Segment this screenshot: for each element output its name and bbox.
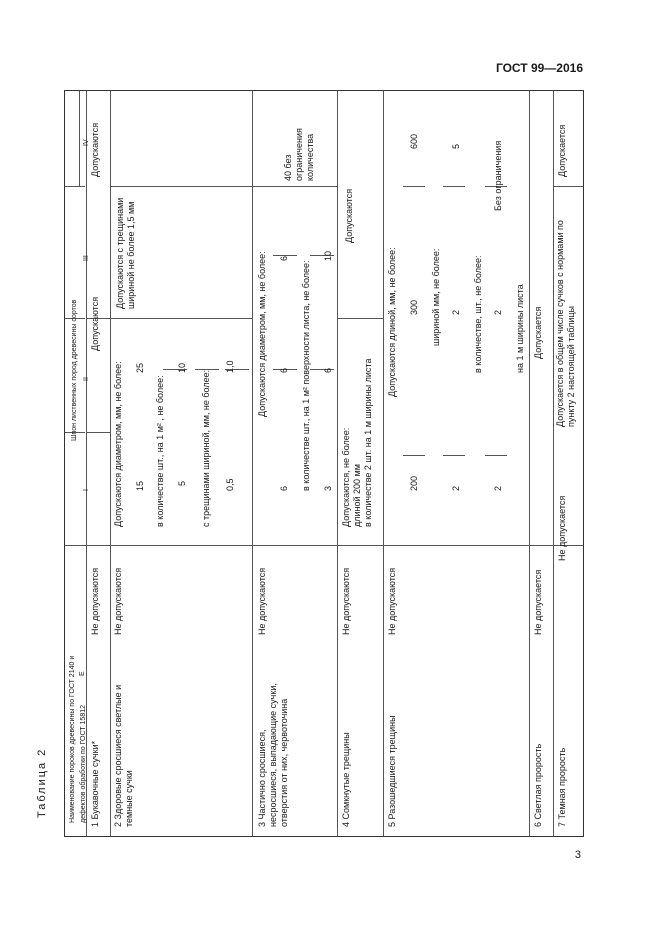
row2-diam-i: 15 [135, 480, 145, 491]
row2-name: 2 Здоровые сросшиеся светлые и темные сучки [113, 684, 134, 827]
row1-name: 1 Букавочные сучки* [90, 740, 100, 827]
row5-q-label: в количестве, шт., не более: [473, 255, 483, 373]
row2-diam-label: Допускаются диаметром, мм, не более: [113, 361, 123, 527]
row5-w-label: шириной мм, не более: [431, 248, 441, 346]
row3-iv: 40 без ограничения количества [283, 128, 315, 181]
row4-i-l3: в количестве 2 шт. на 1 м ширины листа [363, 358, 373, 527]
row2-crack-label: с трещинами шириной, мм, не более: [201, 369, 211, 527]
row2-qty-i: 5 [177, 480, 187, 486]
row-divider [553, 91, 554, 836]
row5-q-iii: 2 [493, 309, 503, 315]
row1-e: Не допускаются [90, 567, 100, 635]
row5-iv-c: Без ограничения [493, 140, 503, 211]
col-divider [553, 186, 583, 187]
grade-iii: III [83, 255, 90, 261]
row-divider [110, 91, 111, 836]
row6-e: Не допускается [533, 569, 543, 635]
col-divider [65, 545, 583, 546]
row4-iii-iv: Допускаются [344, 188, 354, 243]
row3-qty-i: 3 [323, 485, 333, 491]
rotated-table [64, 90, 584, 837]
row5-len-iii: 300 [409, 299, 419, 315]
row3-diam-label: Допускаются диаметром, мм, не более: [257, 251, 267, 417]
row4-i-l2: длиной 200 мм [352, 464, 362, 527]
row-divider [252, 91, 253, 836]
row3-qty-label: в количестве шт., на 1 м² поверхности листа, не более: [301, 260, 311, 491]
grade-iv: IV [83, 139, 90, 146]
row5-q-i: 2 [493, 485, 503, 491]
row5-len-iv: 600 [409, 133, 419, 149]
defect-column-header: Наименование пороков древесины по ГОСТ 2140 и дефектов обработки по ГОСТ 15812 [69, 655, 87, 823]
row1-iv: Допускаются [90, 122, 100, 177]
row5-len-i: 200 [409, 475, 419, 491]
row2-e: Не допускаются [113, 567, 123, 635]
row2-qty-ii: 10 [177, 362, 187, 373]
row2-crack-i: 0,5 [225, 478, 235, 491]
row3-name: 3 Частично сросшиеся, несросшиеся, выпадающие сучки, отверстия от них, червоточина [257, 683, 289, 827]
row4-i-l1: Допускаются, не более: [341, 427, 351, 527]
row2-iii: Допускаются с трещинами шириной не более 1,5 мм [115, 197, 136, 309]
row3-diam-ii: 6 [279, 367, 289, 373]
row4-name: 4 Сомкнутые трещины [341, 732, 351, 827]
row5-name: 5 Разошедшиеся трещины [387, 715, 397, 827]
row7-ii-iii: Допускается в общем числе сучков с нормами по пункту 2 настоящей таблицы [555, 220, 576, 427]
col-divider [252, 186, 337, 187]
col-divider [110, 186, 252, 187]
row5-e: Не допускаются [387, 567, 397, 635]
row7-iv: Допускается [557, 124, 567, 177]
row7-e-i: Не допускается [557, 495, 567, 561]
row2-crack-ii: 1,0 [225, 360, 235, 373]
row5-len-label: Допускаются длиной, мм, не более: [387, 247, 397, 397]
row-divider [383, 91, 384, 836]
row6-i-iv: Допускается [533, 306, 543, 359]
row6-name: 6 Светлая прорость [533, 743, 543, 827]
row3-qty-iii: 10 [323, 250, 333, 261]
grade-i: I [83, 489, 90, 491]
col-divider [65, 186, 85, 187]
grade-e: Е [79, 671, 86, 676]
row5-w-iii: 2 [451, 309, 461, 315]
table-caption: Таблица 2 [36, 747, 48, 818]
standard-header: ГОСТ 99—2016 [495, 61, 583, 75]
row3-diam-i: 6 [279, 485, 289, 491]
col-divider [337, 318, 383, 319]
group-divider [79, 91, 80, 186]
page-number: 3 [574, 849, 581, 861]
row7-name: 7 Темная прорость [557, 747, 567, 827]
row5-w-iv: 5 [451, 143, 461, 149]
row5-per: на 1 м ширины листа [515, 284, 525, 373]
col-divider [86, 318, 253, 319]
row3-qty-ii: 6 [323, 367, 333, 373]
row-divider [337, 91, 338, 836]
row2-diam-ii: 25 [135, 362, 145, 373]
grade-group-header: Шпон лиственных пород древесины сортов [71, 299, 78, 441]
row3-e: Не допускаются [257, 567, 267, 635]
col-divider [86, 432, 110, 433]
row1-i-iii: Допускаются [90, 296, 100, 351]
row5-w-i: 2 [451, 485, 461, 491]
row2-qty-label: в количестве шт., на 1 м² , не более: [155, 375, 165, 527]
row4-e: Не допускаются [341, 567, 351, 635]
grade-ii: II [83, 377, 90, 381]
row3-diam-iii: 6 [279, 255, 289, 261]
row-divider [529, 91, 530, 836]
